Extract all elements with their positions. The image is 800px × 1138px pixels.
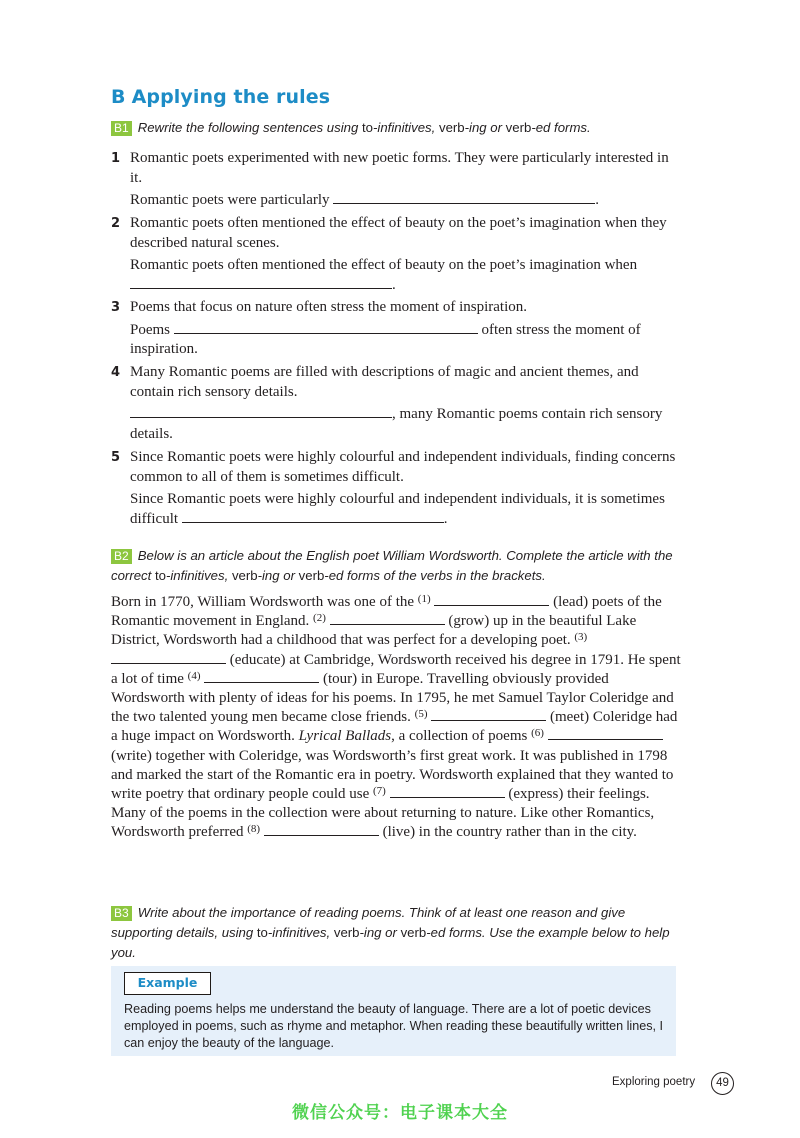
- answer-prefix: Romantic poets often mentioned the effect of beauty on the poet’s imagination when: [130, 257, 638, 273]
- article-blank-6[interactable]: [548, 727, 663, 740]
- item-sentence: Poems that focus on nature often stress the moment of inspiration.: [130, 299, 528, 315]
- exercise-item-5: [111, 448, 681, 529]
- answer-prefix: Romantic poets were particularly: [130, 192, 334, 208]
- answer-suffix: , many Romantic poems contain rich sensory details.: [130, 406, 663, 442]
- article-text: , a collection of poems: [391, 728, 532, 745]
- book-title: Lyrical Ballads: [298, 728, 392, 745]
- blank-number: (8): [247, 823, 261, 836]
- b1-tag: B1: [111, 121, 132, 136]
- blank-number: (2): [313, 612, 326, 625]
- instr-text: Rewrite the following sentences using: [137, 120, 362, 135]
- item-number: 4: [111, 365, 121, 380]
- exercise-item-2: [111, 214, 681, 295]
- instr-text: -ed forms. Use the example below to help you.: [111, 925, 670, 960]
- answer-prefix: Since Romantic poets were highly colourful and independent individuals, it is sometimes difficult: [130, 491, 665, 527]
- section-title: Applying the rules: [131, 86, 331, 108]
- instr-text: verb: [400, 925, 427, 940]
- item-sentence: Romantic poets often mentioned the effect of beauty on the poet’s imagination when they described natural scenes.: [130, 215, 667, 251]
- instr-text: -ed forms of the verbs in the brackets.: [324, 568, 546, 583]
- b2-instruction: [111, 546, 681, 586]
- article-text: (express) their feelings. Many of the poems in the collection were about returning to nature. Like other Romantics, Wordsworth preferred: [111, 786, 655, 841]
- example-text: Reading poems helps me understand the beauty of language. There are a lot of poetic devices employed in poems, such as rhyme and metaphor. When reading these beautifully written lines, I can enjoy the beauty of the language.: [124, 1002, 664, 1050]
- item-number: 2: [111, 216, 121, 231]
- item-sentence: Romantic poets experimented with new poetic forms. They were particularly interested in it.: [130, 150, 669, 186]
- article-text: (lead) poets of the Romantic movement in England.: [111, 594, 662, 630]
- exercise-item-3: [111, 298, 681, 360]
- instr-text: verb: [298, 568, 325, 583]
- section-letter: B: [111, 86, 126, 108]
- answer-blank[interactable]: [333, 191, 595, 204]
- article-text: (meet) Coleridge had a huge impact on Wordsworth.: [111, 709, 678, 745]
- answer-blank[interactable]: [130, 405, 392, 418]
- item-number: 1: [111, 151, 121, 166]
- instr-text: to: [154, 568, 166, 583]
- instr-text: -ing or: [359, 925, 401, 940]
- instr-text: verb: [505, 120, 532, 135]
- example-box: [111, 966, 676, 1056]
- example-label: Example: [124, 972, 211, 995]
- section-heading: [111, 86, 330, 108]
- answer-suffix: .: [443, 510, 448, 527]
- answer-blank[interactable]: [182, 510, 444, 523]
- article-blank-4[interactable]: [204, 670, 319, 683]
- blank-number: (5): [414, 708, 428, 721]
- answer-blank[interactable]: [174, 321, 478, 334]
- article-text: Born in 1770, William Wordsworth was one of the: [111, 594, 418, 610]
- answer-prefix: Poems: [130, 321, 174, 338]
- answer-suffix: .: [595, 192, 600, 208]
- item-sentence: Since Romantic poets were highly colourful and independent individuals, finding concerns common to all of them is sometimes difficult.: [130, 449, 676, 485]
- article-blank-1[interactable]: [434, 593, 549, 606]
- article-blank-7[interactable]: [390, 785, 505, 798]
- article-text: (write) together with Coleridge, was Wordsworth’s first great work. It was published in 1798 and marked the start of the Romantic era in poetry. Wordsworth explained that they wanted to write poetry that ordinary people could use: [111, 747, 674, 803]
- article-text: (grow) up in the beautiful Lake District, Wordsworth had a childhood that was perfect for a developing poet.: [111, 613, 637, 649]
- article-blank-5[interactable]: [431, 708, 546, 721]
- b3-tag: B3: [111, 906, 132, 921]
- wordsworth-article: [111, 593, 681, 843]
- footer-chapter-title: Exploring poetry: [612, 1076, 696, 1088]
- item-answer-line: [130, 490, 681, 529]
- b2-tag: B2: [111, 549, 132, 564]
- instr-text: -ing or: [257, 568, 299, 583]
- blank-number: (6): [531, 727, 544, 740]
- exercise-item-4: [111, 363, 681, 444]
- answer-suffix: often stress the moment of inspiration.: [130, 321, 641, 357]
- item-answer-line: [130, 405, 681, 444]
- instr-text: to: [256, 925, 268, 940]
- article-text: (educate) at Cambridge, Wordsworth received his degree in 1791. He spent a lot of time: [111, 651, 681, 687]
- item-answer-line: [130, 256, 681, 295]
- article-text: (live) in the country rather than in the city.: [378, 824, 637, 841]
- instr-text: Below is an article about the English poet William Wordsworth. Complete the article with the correct: [111, 548, 673, 583]
- blank-number: (1): [417, 593, 431, 605]
- article-blank-8[interactable]: [264, 823, 379, 836]
- instr-text: verb: [231, 568, 258, 583]
- b1-instruction: [111, 118, 681, 138]
- item-answer-line: [130, 321, 681, 360]
- instr-text: -infinitives,: [165, 568, 232, 583]
- article-blank-3[interactable]: [111, 651, 226, 664]
- answer-suffix: .: [392, 276, 396, 293]
- item-answer-line: [130, 191, 681, 211]
- item-number: 5: [111, 450, 121, 465]
- blank-number: (3): [574, 631, 588, 644]
- page-number: 49: [711, 1072, 734, 1095]
- article-text: (tour) in Europe. Travelling obviously provided Wordsworth with plenty of ideas for his poems. In 1795, he met Samuel Taylor Coleridge and the two talented young men became close friends.: [111, 670, 674, 726]
- instr-text: -ed forms.: [531, 120, 591, 135]
- b3-instruction: [111, 903, 681, 963]
- instr-text: -infinitives,: [373, 120, 439, 135]
- exercise-item-1: [111, 149, 681, 211]
- blank-number: (7): [373, 785, 386, 798]
- instr-text: -infinitives,: [267, 925, 334, 940]
- blank-number: (4): [187, 669, 201, 682]
- instr-text: Write about the importance of reading poems. Think of at least one reason and give supporting details, using: [111, 905, 626, 940]
- instr-text: verb: [333, 925, 360, 940]
- instr-text: verb: [438, 120, 465, 135]
- instr-text: to: [362, 120, 373, 135]
- item-number: 3: [111, 300, 121, 315]
- watermark-text: 微信公众号：电子课本大全: [292, 1103, 508, 1123]
- instr-text: -ing or: [464, 120, 506, 135]
- article-blank-2[interactable]: [330, 612, 445, 625]
- answer-blank[interactable]: [130, 276, 392, 289]
- item-sentence: Many Romantic poems are filled with descriptions of magic and ancient themes, and contain rich sensory details.: [130, 364, 639, 400]
